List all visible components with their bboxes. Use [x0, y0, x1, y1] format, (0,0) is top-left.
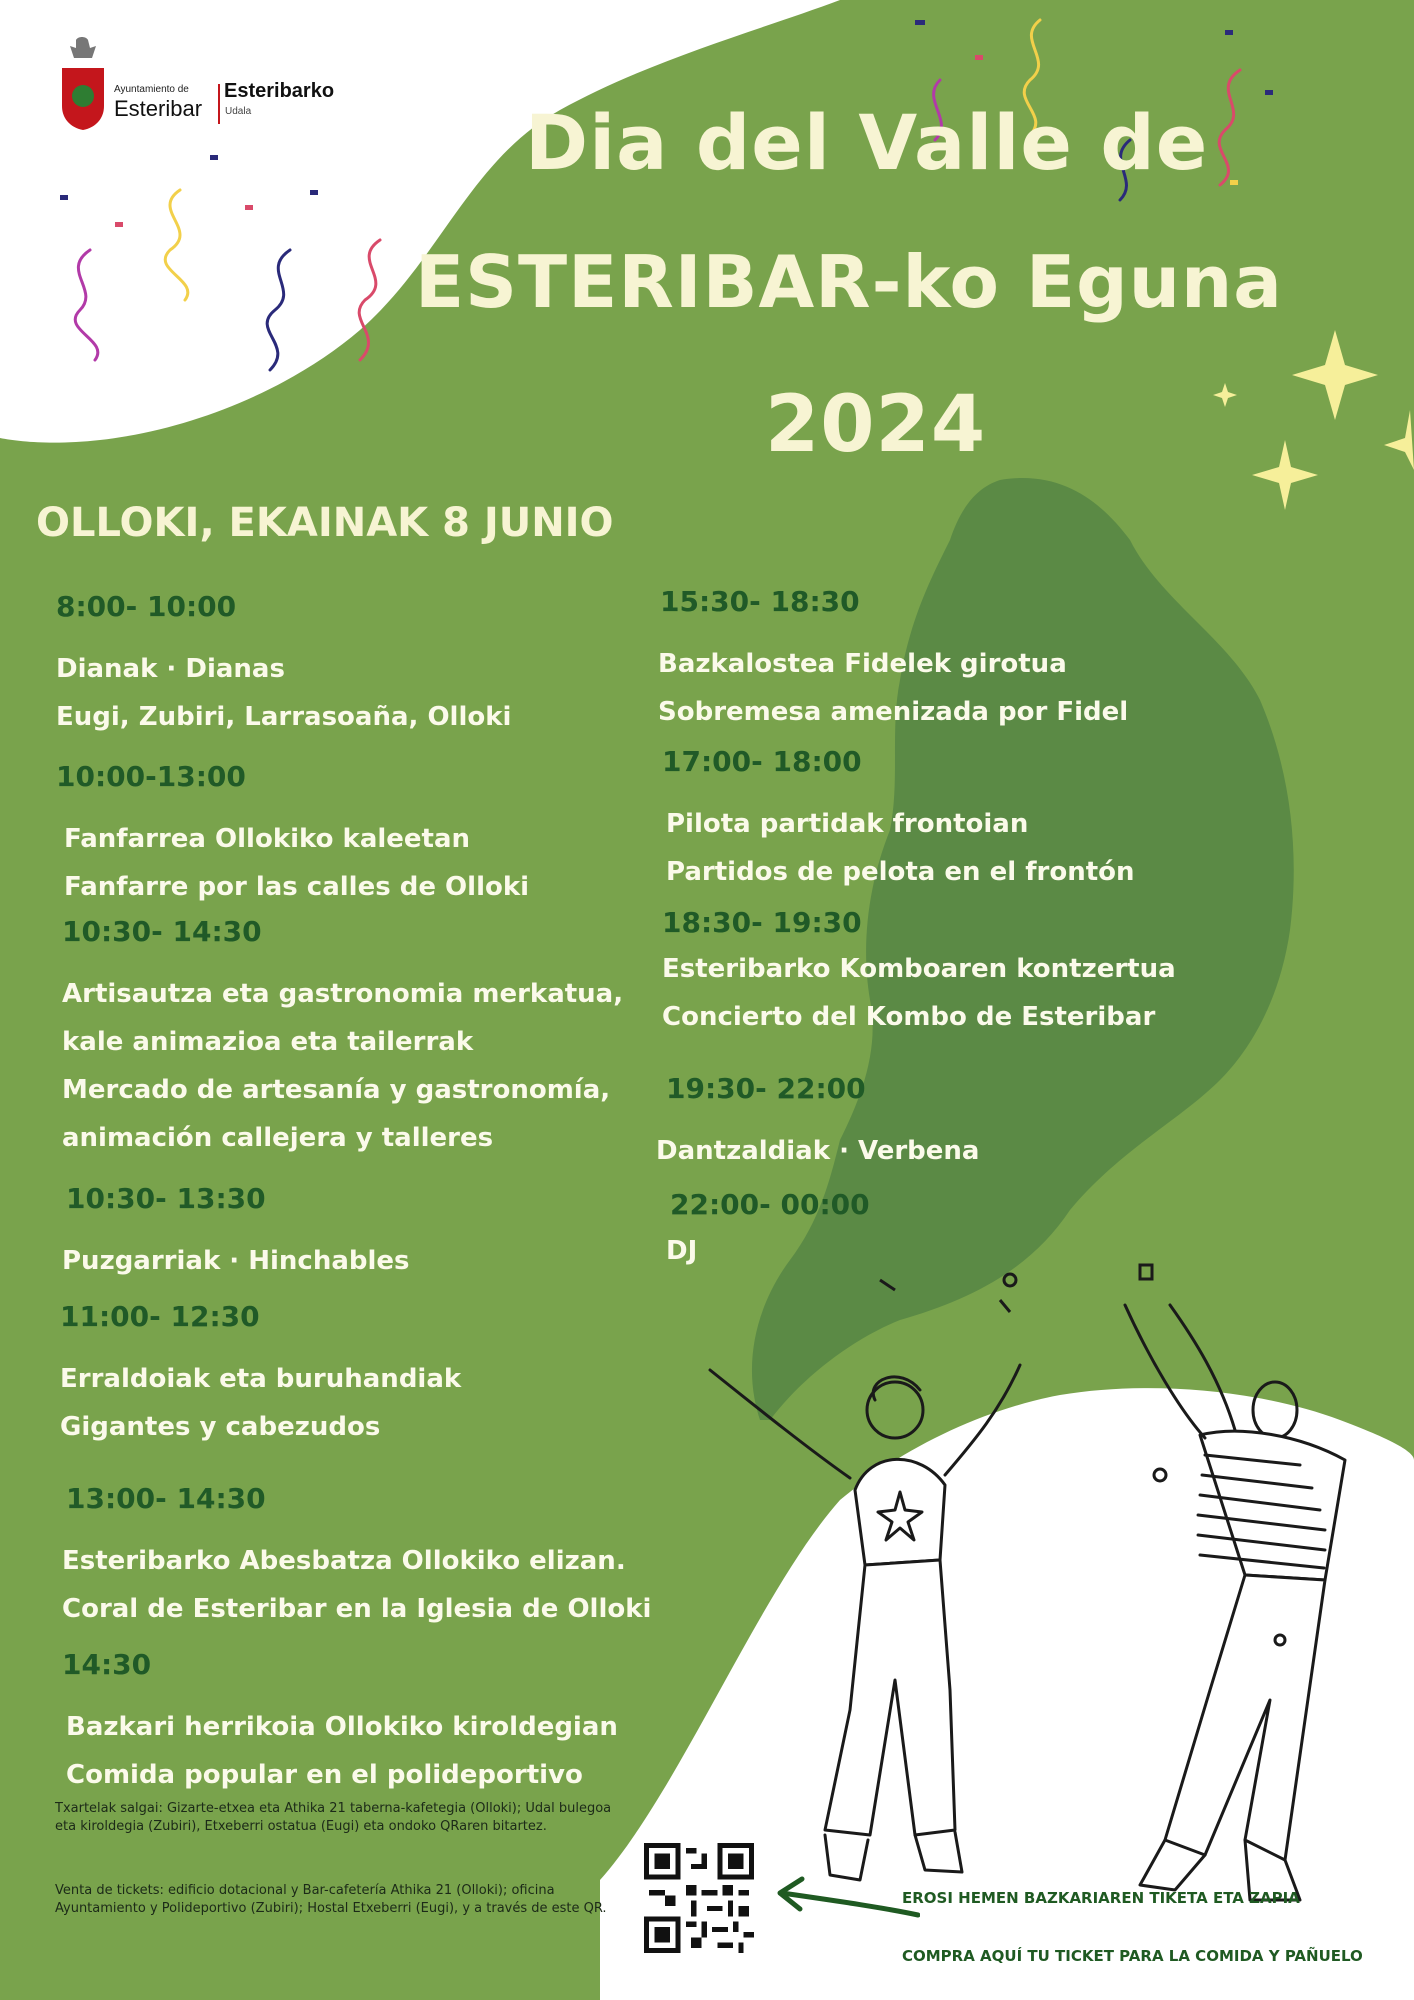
event-time: 17:00- 18:00: [662, 745, 862, 778]
schedule-item: [62, 1182, 410, 1285]
tickets-basque: Txartelak salgai: Gizarte-etxea eta Athika 21 taberna-kafetegia (Olloki); Udal bulegoa eta kiroldegia (Zubiri), Etxeberri ostatua (Eugi) eta ondoko QRaren bitartez.: [55, 1801, 612, 1834]
schedule-item: [56, 590, 511, 741]
event-time: 11:00- 12:30: [60, 1300, 260, 1333]
schedule-item: [60, 1300, 461, 1451]
event-line: Comida popular en el polideportivo: [66, 1760, 583, 1790]
tickets-spanish: Venta de tickets: edificio dotacional y Bar-cafetería Athika 21 (Olloki); oficina Ayuntamiento y Polideportivo (Zubiri); Hostal Etxeberri (Eugi), y a través de este QR.: [55, 1883, 607, 1916]
title-year: 2024: [765, 380, 987, 470]
event-line: Eugi, Zubiri, Larrasoaña, Olloki: [56, 702, 512, 732]
event-time: 18:30- 19:30: [662, 906, 862, 939]
event-line: DJ: [666, 1236, 698, 1266]
schedule-item: [62, 1482, 651, 1633]
event-time: 10:30- 14:30: [62, 915, 262, 948]
event-line: Erraldoiak eta buruhandiak: [60, 1364, 462, 1394]
schedule-item: [62, 1648, 618, 1799]
event-line: Coral de Esteribar en la Iglesia de Olloki: [62, 1594, 652, 1624]
schedule-item: [56, 760, 529, 911]
event-line: Partidos de pelota en el frontón: [666, 857, 1135, 887]
event-line: Artisautza eta gastronomia merkatua,: [62, 979, 624, 1009]
event-line: animación callejera y talleres: [62, 1123, 494, 1153]
event-time: 10:00-13:00: [56, 760, 246, 793]
logo-small-text: Ayuntamiento de: [114, 84, 189, 95]
event-line: Mercado de artesanía y gastronomía,: [62, 1075, 611, 1105]
event-time: 14:30: [62, 1648, 152, 1681]
event-time: 13:00- 14:30: [66, 1482, 266, 1515]
event-time: 8:00- 10:00: [56, 590, 237, 623]
logo-separator: [218, 84, 220, 124]
shield-icon: [60, 36, 106, 130]
event-line: Esteribarko Komboaren kontzertua: [662, 954, 1176, 984]
event-line: Fanfarrea Ollokiko kaleetan: [64, 824, 471, 854]
buy-ticket-basque: EROSI HEMEN BAZKARIAREN TIKETA ETA ZAPIA: [902, 1889, 1300, 1907]
council-logo: [60, 36, 360, 136]
event-line: Pilota partidak frontoian: [666, 809, 1029, 839]
qr-code-icon[interactable]: [644, 1843, 754, 1953]
logo-basque-text: Esteribarko: [224, 80, 335, 102]
event-line: Concierto del Kombo de Esteribar: [662, 1002, 1156, 1032]
title-line-1: Dia del Valle de: [525, 98, 1209, 187]
event-line: Bazkari herrikoia Ollokiko kiroldegian: [66, 1712, 618, 1742]
event-line: Sobremesa amenizada por Fidel: [658, 697, 1129, 727]
event-line: Gigantes y cabezudos: [60, 1412, 381, 1442]
event-time: 22:00- 00:00: [670, 1188, 870, 1221]
schedule-item: [662, 745, 1135, 896]
event-line: Dantzaldiak · Verbena: [656, 1136, 980, 1166]
event-line: Esteribarko Abesbatza Ollokiko elizan.: [62, 1546, 626, 1576]
event-time: 10:30- 13:30: [66, 1182, 266, 1215]
event-line: Dianak · Dianas: [56, 654, 285, 684]
schedule-item: [656, 1072, 979, 1175]
logo-main-text: Esteribar: [114, 96, 203, 121]
schedule-item: [62, 915, 623, 1162]
event-line: Fanfarre por las calles de Olloki: [64, 872, 530, 902]
title-line-2: ESTERIBAR-ko Eguna: [415, 240, 1283, 324]
event-line: Puzgarriak · Hinchables: [62, 1246, 410, 1276]
event-line: Bazkalostea Fidelek girotua: [658, 649, 1067, 679]
arrow-left-icon: [770, 1875, 920, 1935]
schedule-item: [658, 585, 1128, 736]
event-time: 15:30- 18:30: [660, 585, 860, 618]
logo-udala-text: Udala: [225, 106, 252, 117]
date-location: OLLOKI, EKAINAK 8 JUNIO: [36, 500, 614, 546]
dancers-illustration: [700, 1260, 1360, 1950]
event-time: 19:30- 22:00: [666, 1072, 866, 1105]
event-line: kale animazioa eta tailerrak: [62, 1027, 474, 1057]
buy-ticket-spanish: COMPRA AQUÍ TU TICKET PARA LA COMIDA Y PAÑUELO: [902, 1947, 1363, 1965]
schedule-item: [662, 906, 1176, 1041]
